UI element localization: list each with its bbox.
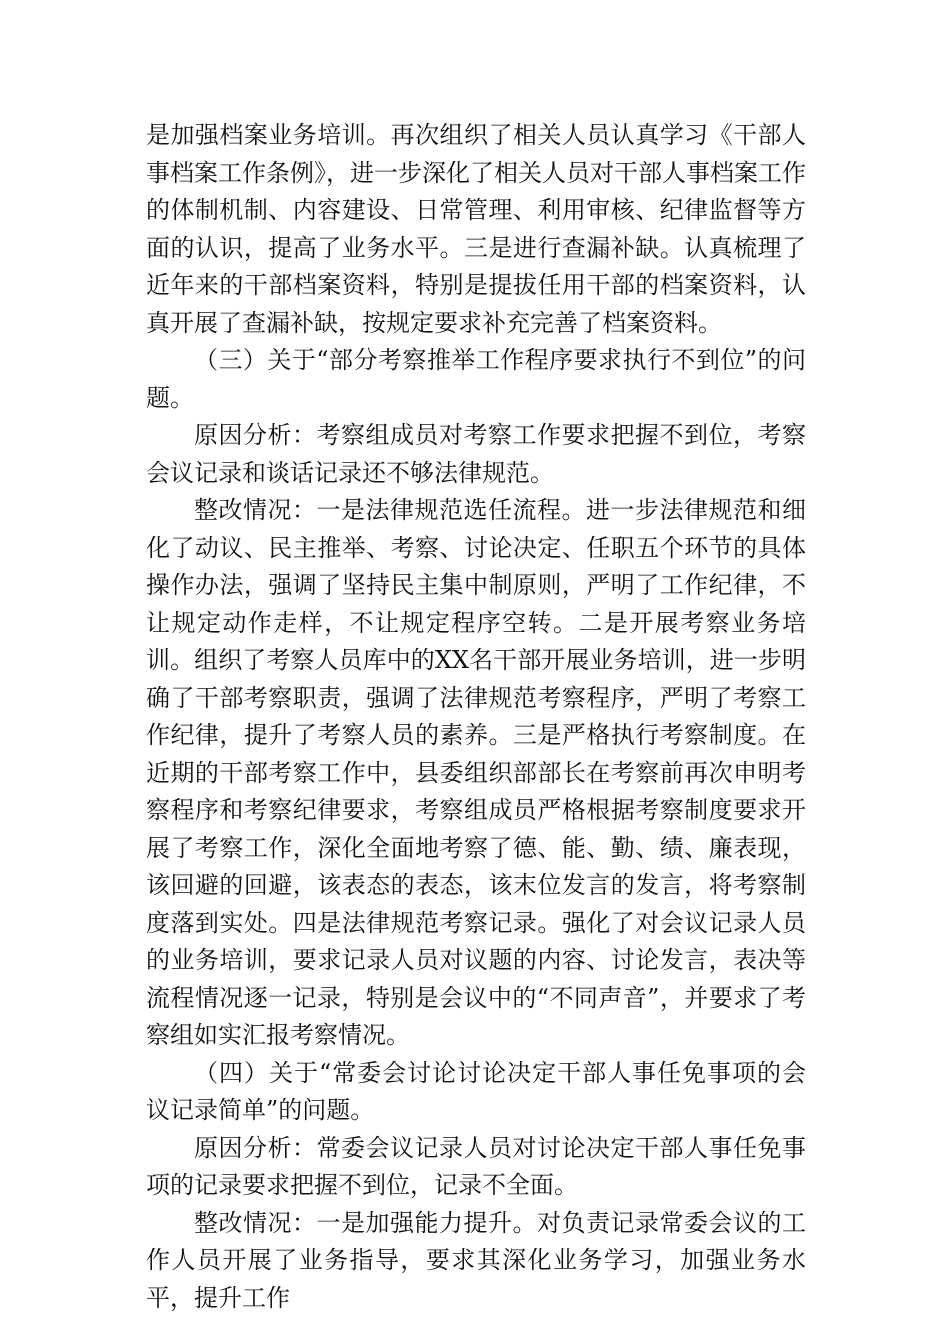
paragraph-rectification-four: 整改情况：一是加强能力提升。对负责记录常委会议的工作人员开展了业务指导，要求其深化业务学习，加强业务水平，提升工作 bbox=[146, 1208, 806, 1312]
paragraph-rectification-three: 整改情况：一是法律规范选任流程。进一步法律规范和细化了动议、民主推举、考察、讨论决定、任职五个环节的具体操作办法，强调了坚持民主集中制原则，严明了工作纪律，不让规定动作走样，不让规定程序空转。二是开展考察业务培训。组织了考察人员库中的XX名干部开展业务培训，进一步明确了干部考察职责，强调了法律规范考察程序，严明了考察工作纪律，提升了考察人员的素养。三是严格执行考察制度。在近期的干部考察工作中，县委组织部部长在考察前再次申明考察程序和考察纪律要求，考察组成员严格根据考察制度要求开展了考察工作，深化全面地考察了德、能、勤、绩、廉表现，该回避的回避，该表态的表态，该末位发言的发言，将考察制度落到实处。四是法律规范考察记录。强化了对会议记录人员的业务培训，要求记录人员对议题的内容、讨论发言，表决等流程情况逐一记录，特别是会议中的“不同声音”，并要求了考察组如实汇报考察情况。 bbox=[146, 496, 806, 1049]
paragraph-cause-analysis-four: 原因分析：常委会议记录人员对讨论决定干部人事任免事项的记录要求把握不到位，记录不全面。 bbox=[146, 1133, 806, 1199]
paragraph-archive-training: 是加强档案业务培训。再次组织了相关人员认真学习《干部人事档案工作条例》，进一步深化了相关人员对干部人事档案工作的体制机制、内容建设、日常管理、利用审核、纪律监督等方面的认识，提高了业务水平。三是进行查漏补缺。认真梳理了近年来的干部档案资料，特别是提拔任用干部的档案资料，认真开展了查漏补缺，按规定要求补充完善了档案资料。 bbox=[146, 121, 806, 337]
document-body bbox=[146, 117, 806, 1317]
heading-issue-three: （三）关于“部分考察推举工作程序要求执行不到位”的问题。 bbox=[146, 346, 806, 412]
paragraph-cause-analysis-three: 原因分析：考察组成员对考察工作要求把握不到位，考察会议记录和谈话记录还不够法律规范。 bbox=[146, 421, 806, 487]
heading-issue-four: （四）关于“常委会讨论讨论决定干部人事任免事项的会议记录简单”的问题。 bbox=[146, 1058, 806, 1124]
